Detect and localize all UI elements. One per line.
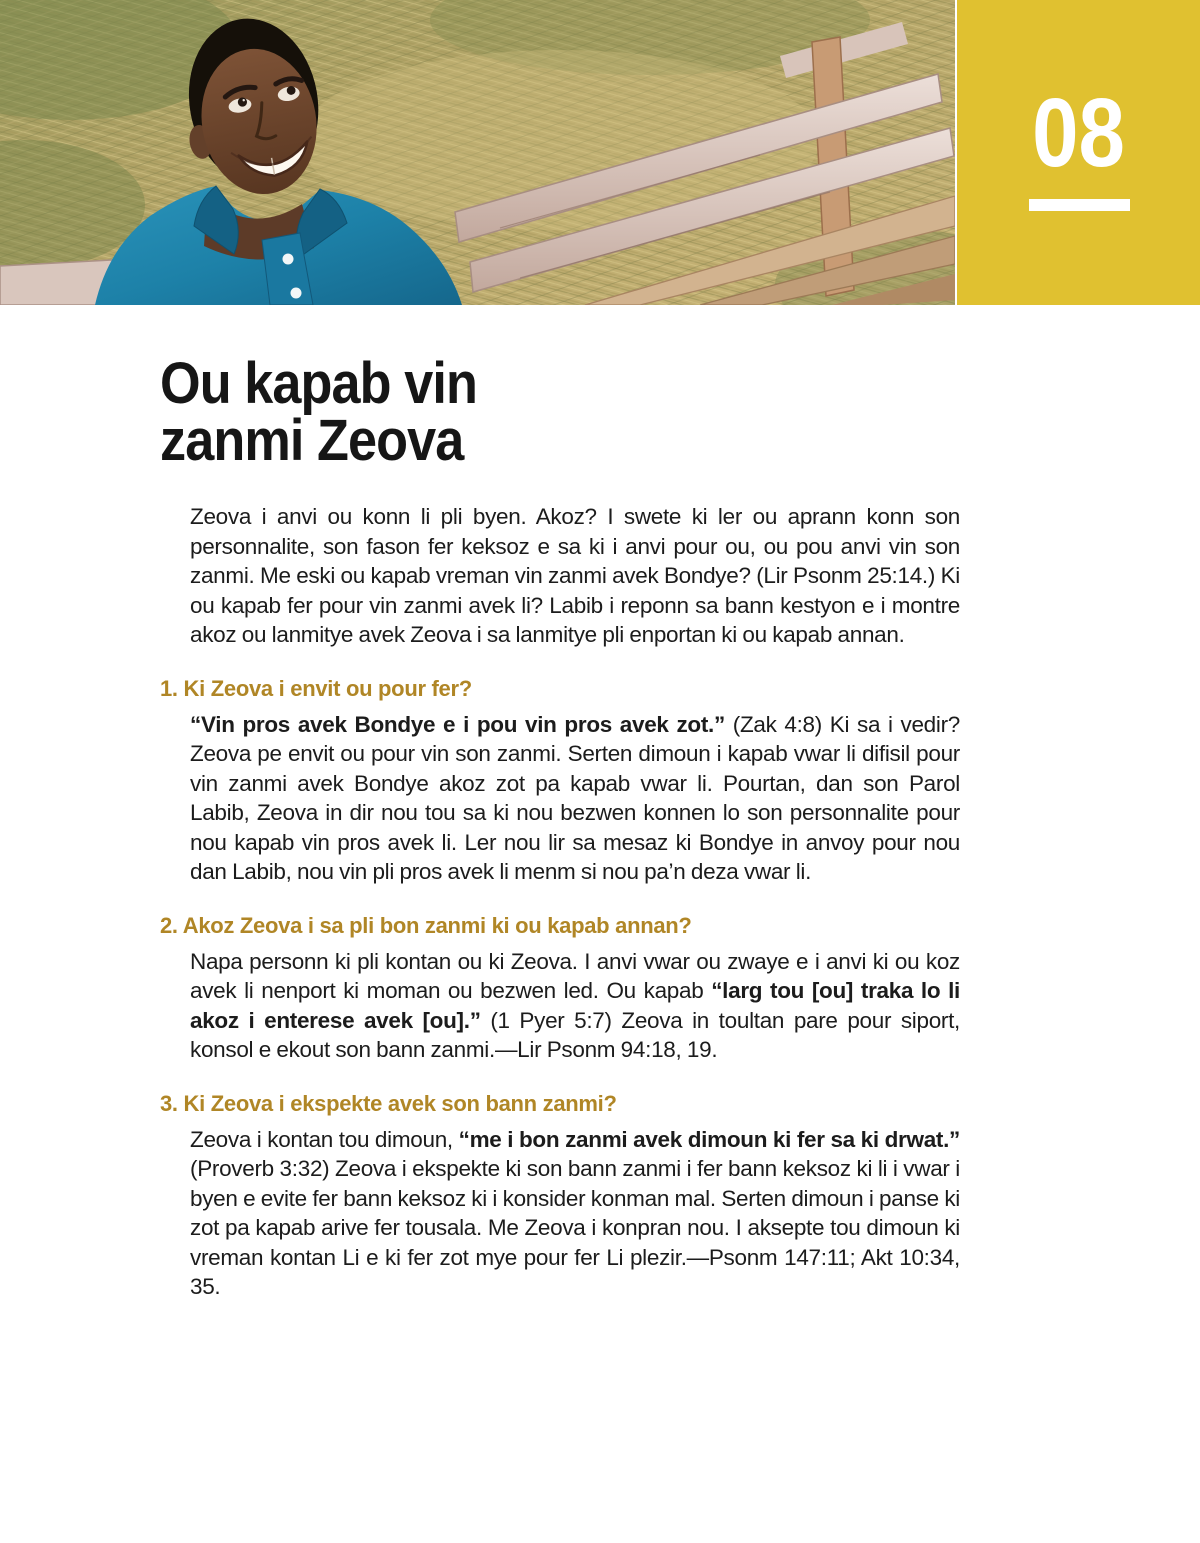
answer-2 xyxy=(190,947,960,1065)
lesson-section-3 xyxy=(0,1090,1200,1302)
lesson-section-2 xyxy=(0,912,1200,1065)
scripture-quote: “Vin pros avek Bondye e i pou vin pros avek zot.” xyxy=(190,711,725,737)
answer-text: Zeova i kontan tou dimoun, xyxy=(190,1126,459,1152)
scripture-quote: “larg tou [ou] traka lo li akoz i enterese avek [ou].” xyxy=(190,978,960,1033)
chapter-number-underline xyxy=(1029,199,1130,211)
answer-text: (Zak 4:8) Ki sa i vedir? Zeova pe envit ou pour vin son zanmi. Serten dimoun i kapab vwar li difisil pour vin zanmi avek Bondye akoz zot pa kapab vwar li. Pourtan, dan son Parol Labib, Zeova in dir nou tou sa ki nou bezwen konnen lo son personnalite pour nou kapab vin pros avek li. Ler nou lir sa mesaz ki Bondye in anvoy pour nou dan Labib, nou vin pli pros avek li menm si nou pa’n deza vwar li. xyxy=(190,711,960,884)
hero-banner xyxy=(0,0,1200,305)
answer-text: (Proverb 3:32) Zeova i ekspekte ki son bann zanmi i fer bann keksoz ki li i vwar i byen e evite fer bann keksoz ki i konsider konman mal. Serten dimoun i panse ki zot pa kapab arive fer tousala. Me Zeova i konpran nou. I aksepte tou dimoun ki vreman kontan Li e ki fer zot mye pour fer Li plezir.—Psonm 147:11; Akt 10:34, 35. xyxy=(190,1156,960,1299)
scripture-quote: “me i bon zanmi avek dimoun ki fer sa ki drwat.” xyxy=(458,1126,960,1152)
answer-text: Napa personn ki pli kontan ou ki Zeova. I anvi vwar ou zwaye e i anvi ki ou koz avek li nenport ki moman ou bezwen led. Ou kapab xyxy=(190,948,960,1003)
chapter-number: 08 xyxy=(1032,78,1125,187)
question-2: 2. Akoz Zeova i sa pli bon zanmi ki ou kapab annan? xyxy=(160,912,692,938)
question-1: 1. Ki Zeova i envit ou pour fer? xyxy=(160,675,472,701)
chapter-box xyxy=(957,0,1200,305)
answer-3 xyxy=(190,1125,960,1302)
page-title-line-1: Ou kapab vin xyxy=(160,351,477,416)
lesson-content xyxy=(0,305,1200,1302)
answer-text: (1 Pyer 5:7) Zeova in toultan pare pour siport, konsol e ekout son bann zanmi.—Lir Psonm 94:18, 19. xyxy=(190,1007,960,1062)
lesson-section-1 xyxy=(0,675,1200,887)
question-3: 3. Ki Zeova i ekspekte avek son bann zanmi? xyxy=(160,1090,617,1116)
answer-1 xyxy=(190,710,960,887)
page-title-line-2: zanmi Zeova xyxy=(160,408,464,473)
hero-photo xyxy=(0,0,955,305)
page-title xyxy=(160,351,1096,473)
intro-paragraph: Zeova i anvi ou konn li pli byen. Akoz? I swete ki ler ou aprann konn son personnalite, son fason fer keksoz e sa ki i anvi pour ou, ou pou anvi vin son zanmi. Me eski ou kapab vreman vin zanmi avek Bondye? (Lir Psonm 25:14.) Ki ou kapab fer pour vin zanmi avek li? Labib i reponn sa bann kestyon e i montre akoz ou lanmitye avek Zeova i sa lanmitye pli enportan ki ou kapab annan. xyxy=(190,504,960,647)
